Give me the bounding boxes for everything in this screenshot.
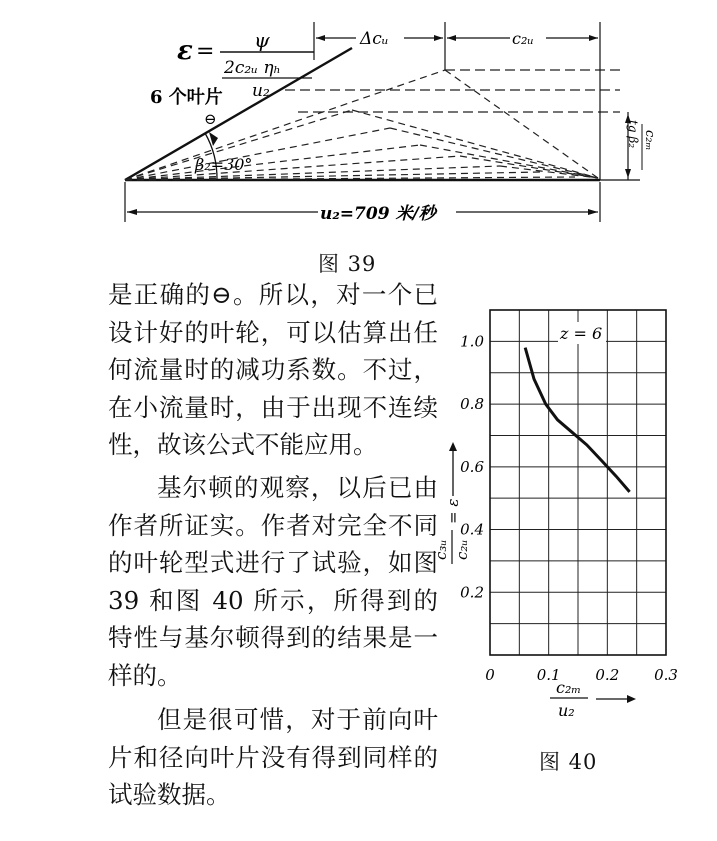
x-tick-label: 0.3 bbox=[654, 666, 678, 684]
y-label-top: c₃ᵤ bbox=[432, 539, 450, 560]
y-tick-label: 0.2 bbox=[460, 583, 484, 602]
equation-equals: = bbox=[196, 39, 215, 64]
x-tick-label: 0 bbox=[485, 666, 495, 684]
beta-angle-label: β₂=30° bbox=[195, 155, 253, 174]
blade-count-note: 6 个叶片 bbox=[150, 87, 223, 108]
paragraph-1: 是正确的⊖。所以，对一个已设计好的叶轮，可以估算出任何流量时的减功系数。不过，在小流量时，由于出现不连续性，故该公式不能应用。 bbox=[108, 280, 438, 459]
y-tick-label: 0.4 bbox=[460, 520, 484, 539]
y-tick-label: 1.0 bbox=[460, 332, 484, 351]
y-tick-label: 0.6 bbox=[460, 457, 484, 476]
x-label-bottom: u₂ bbox=[558, 701, 575, 720]
paragraph-2: 基尔顿的观察，以后已由作者所证实。作者对完全不同的叶轮型式进行了试验，如图 39 和图 40 所示，所得到的特性与基尔顿得到的结果是一样的。 bbox=[108, 473, 438, 690]
paragraph-3: 但是很可惜，对于前向叶片和径向叶片没有得到同样的试验数据。 bbox=[108, 705, 438, 809]
x-tick-label: 0.1 bbox=[536, 666, 561, 684]
equation-denominator-bottom: u₂ bbox=[252, 81, 270, 101]
legend-label: z = 6 bbox=[560, 324, 603, 343]
right-dim-label-bottom: tg β₂ bbox=[626, 120, 640, 149]
figure-40-caption: 图 40 bbox=[539, 750, 598, 774]
epsilon-symbol: ε bbox=[177, 36, 193, 66]
chart-grid bbox=[490, 310, 666, 655]
u2-label: u₂=709 米/秒 bbox=[320, 204, 436, 224]
equation-denominator-top: 2c₂ᵤ ηₕ bbox=[224, 58, 281, 78]
equation-numerator: ψ bbox=[254, 28, 270, 52]
y-label-bottom: c₂ᵤ bbox=[453, 539, 471, 560]
right-dim-label-top: c₂ₘ bbox=[642, 130, 657, 151]
c2u-label: c₂ᵤ bbox=[512, 29, 534, 48]
tick-labels bbox=[460, 332, 678, 684]
footnote-mark: ⊖ bbox=[204, 110, 217, 128]
y-label-suffix: = ε bbox=[444, 498, 462, 524]
figure-39-caption: 图 39 bbox=[318, 252, 377, 276]
x-tick-label: 0.2 bbox=[595, 666, 620, 684]
x-label-top: c₂ₘ bbox=[556, 678, 582, 697]
data-curve bbox=[525, 348, 629, 492]
y-tick-label: 0.8 bbox=[460, 395, 484, 414]
delta-cu-label: Δcᵤ bbox=[360, 29, 389, 49]
